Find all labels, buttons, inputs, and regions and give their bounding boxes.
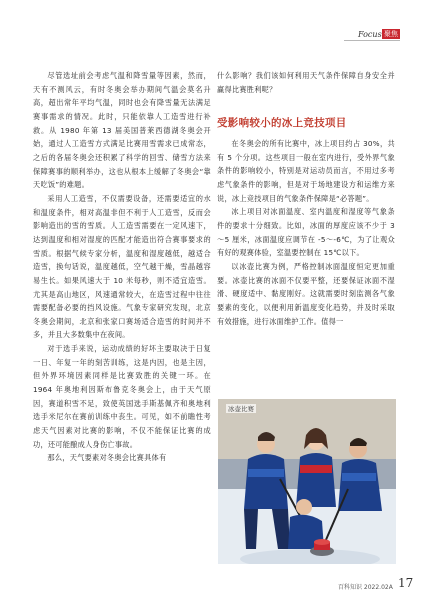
left-column — [33, 69, 211, 465]
right-column-intro — [217, 69, 395, 96]
page-number: 17 — [398, 576, 414, 590]
header-rule — [344, 40, 400, 41]
paragraph-artificial-snow: 尽管选址前会考虑气温和降雪量等因素，然而，天有不测风云，有时冬奥会举办期间气温会莫名升高，超出常年平均气温，同时也会有降雪量无法满足赛事需求的情况。此时，只能依靠人工造雪进行补救。从 1980 年第 13 届美国普莱西德湖冬奥会开始，通过人工造雪方式满足比赛用雪需求已成常态，之后的各届冬奥会还积累了科学的回雪、储雪方法来保障赛事的顺利举办，这也从根本上缓解了冬奥会“靠天吃饭”的难题。 — [33, 71, 211, 190]
paragraph-curling-ice: 以冰壶比赛为例，严格控制冰面温度恒定更加重要。冰壶比赛的冰面不仅要平整，还要保证冰面不湿滑、硬度适中、黏度刚好。这就需要时刻监测各气象要素的变化，以便利用新温度变化趋势，并及时采取有效措施，进行冰面维护工作。值得一 — [217, 261, 395, 326]
photo-caption: 冰壶比赛 — [228, 405, 254, 413]
curling-photo — [218, 399, 396, 564]
footer-issue: 百科知识 2022.02A — [338, 584, 393, 591]
paragraph-ice-events: 在冬奥会的所有比赛中，冰上项目约占 30%，共有 5 个分项。这些项目一般在室内进行，受外界气象条件的影响较小，特别是对运动员而言，不用过多考虑气象条件的影响，但是对于场地建设方和运维方来说，冰上竞技项目的气象条件保障是“必答题”。 — [217, 139, 395, 203]
curling-photo-illustration — [218, 399, 396, 564]
paragraph-question-start: 那么，天气要素对冬奥会比赛具体有 — [47, 453, 167, 463]
section-heading: 受影响较小的冰上竞技项目 — [217, 117, 347, 129]
paragraph-question-end: 什么影响？我们该如何利用天气条件保障自身安全并赢得比赛胜利呢？ — [217, 71, 395, 94]
paragraph-snowmaking-conditions: 采用人工造雪，不仅需要设备，还需要适宜的水和温度条件，相对高温非但不利于人工造雪，反而会影响造出的雪的雪质。人工造雪需要在一定风速下，达到温度和相对湿度的匹配才能造出符合赛事要求的雪质。根据气候专家分析，温度和湿度越低，越适合造雪，换句话说，温度越低，空气越干燥，雪晶越容易生长。如果风速大于 10 米每秒，则不适宜造雪。尤其是高山地区，风速通常较大，在造雪过程中往往需要配备必要的挡风设施。气象专家研究发现，北京冬奥会期间，北京和张家口赛场适合造雪的时间并不多，并且大多数集中在夜间。 — [33, 193, 211, 340]
section-badge: 聚焦 — [384, 30, 398, 38]
section-label-focus: Focus — [358, 30, 382, 39]
paragraph-athletes-environment: 对于选手来说，运动成绩的好坏主要取决于日复一日、年复一年的刻苦训练，这是内因，也是主因，但外界环境因素同样是比赛致胜的关键一环。在 1964 年奥地利因斯布鲁克冬奥会上，由于天气原因，赛道积雪不足，致使英国选手斯基佩齐和奥地利选手米尼尔在赛前训练中丧生。可见，如不前瞻性考虑天气因素对比赛的影响，不仅不能保证比赛的成功，还可能酿成人身伤亡事故。 — [33, 344, 211, 449]
paragraph-ice-requirements: 冰上项目对冰面温度、室内温度和湿度等气象条件的要求十分细致。比如，冰面的厚度应该不少于 3～5 厘米，冰面温度应调节在 -5～-6℃，为了让观众有好的观赛体验，室温要控制在 15℃以下。 — [217, 207, 395, 258]
right-column — [217, 137, 395, 328]
